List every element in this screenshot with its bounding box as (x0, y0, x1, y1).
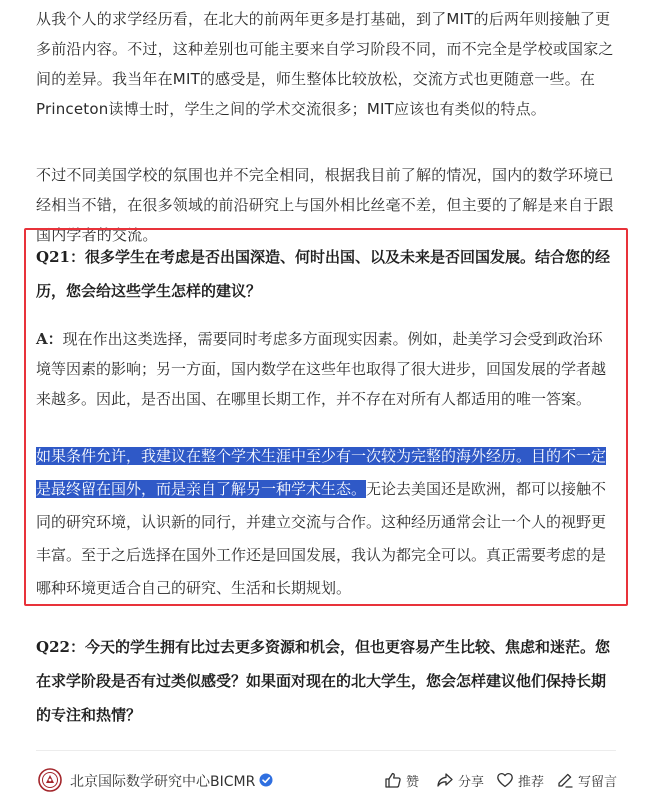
share-label: 分享 (458, 774, 485, 790)
thumbs-up-icon (384, 771, 402, 789)
footer-divider (36, 750, 616, 751)
article-footer-bar (0, 752, 651, 800)
answer-q21-text-2[interactable]: 无论去美国还是欧洲，都可以接触不同的研究环境，认识新的同行，并建立交流与合作。这种经历通常会让一个人的视野更丰富。至于之后选择在国外工作还是回国发展，我认为都完全可以。真正需要考虑的是哪种环境更适合自己的研究、生活和长期规划。 (36, 480, 607, 597)
paragraph-domestic-environment: 不过不同美国学校的氛围也并不完全相同，根据我目前了解的情况，国内的数学环境已经相当不错，在很多领域的前沿研究上与国外相比丝毫不差，但主要的了解是来自于跟国内学者的交流。 (36, 166, 614, 244)
share-button[interactable] (436, 768, 484, 792)
answer-q21-paragraph-2[interactable] (36, 440, 616, 605)
answer-q21-text-1: 现在作出这类选择，需要同时考虑多方面现实因素。例如，赴美学习会受到政治环境等因素的影响；另一方面，国内数学在这些年也取得了很大进步，回国发展的学者越来越多。因此，是否出国、在哪里长期工作，并不存在对所有人都适用的唯一答案。 (36, 330, 607, 408)
heart-icon (496, 771, 514, 789)
recommend-button[interactable] (496, 768, 544, 792)
share-arrow-icon (436, 771, 454, 789)
comment-label: 写留言 (578, 774, 618, 790)
like-button[interactable] (384, 768, 419, 792)
answer-q21-paragraph-1 (36, 324, 616, 414)
answer-prefix: A： (36, 330, 63, 348)
like-label: 赞 (406, 774, 420, 790)
recommend-label: 推荐 (518, 774, 545, 790)
pencil-icon (556, 771, 574, 789)
comment-button[interactable] (556, 768, 617, 792)
question-q21: Q21：很多学生在考虑是否出国深造、何时出国、以及未来是否回国发展。结合您的经历，您会给这些学生怎样的建议？ (36, 248, 610, 300)
bicmr-seal-logo-icon[interactable] (38, 768, 62, 792)
question-q22: Q22：今天的学生拥有比过去更多资源和机会，但也更容易产生比较、焦虑和迷茫。您在求学阶段是否有过类似感受？如果面对现在的北大学生，您会怎样建议他们保持长期的专注和热情？ (36, 638, 610, 724)
account-name[interactable]: 北京国际数学研究中心BICMR (70, 774, 256, 790)
paragraph-mit-experience: 从我个人的求学经历看，在北大的前两年更多是打基础，到了MIT的后两年则接触了更多前沿内容。不过，这种差别也可能主要来自学习阶段不同，而不完全是学校或国家之间的差异。我当年在MIT的感受是，师生整体比较放松，交流方式也更随意一些。在Princeton读博士时，学生之间的学术交流很多；MIT应该也有类似的特点。 (36, 10, 614, 118)
selected-text[interactable]: 如果条件允许，我建议在整个学术生涯中至少有一次较为完整的海外经历。目的不一定是最终留在国外，而是亲自了解另一种学术生态。 (36, 447, 607, 498)
verified-badge-icon (259, 773, 273, 787)
